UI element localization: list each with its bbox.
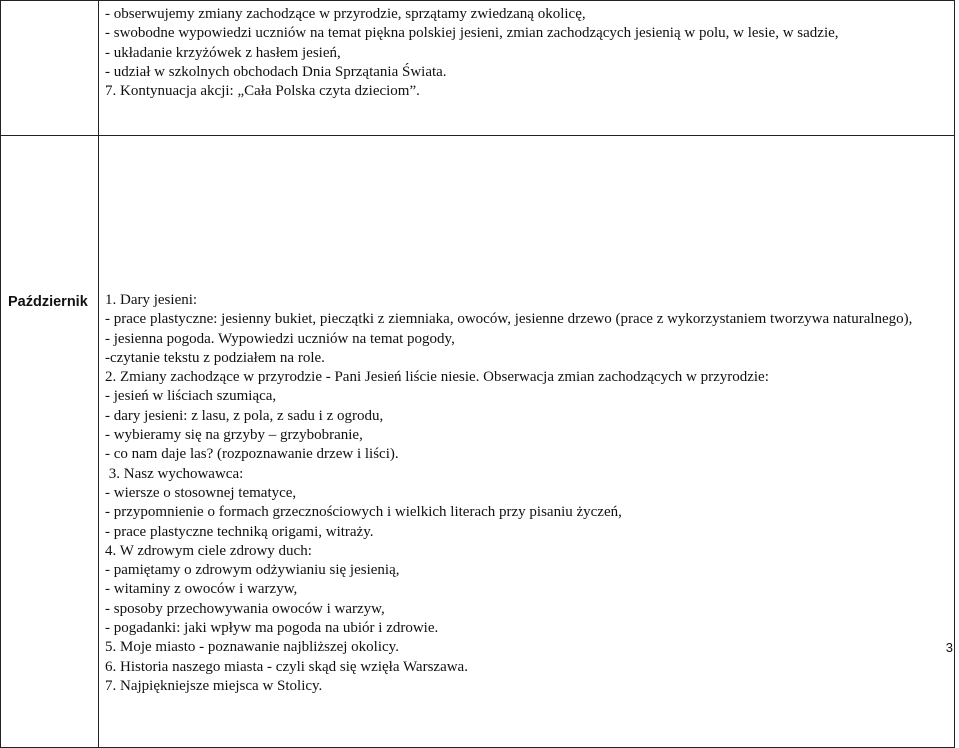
activity-line: - jesień w liściach szumiąca, (105, 388, 277, 405)
activity-line: - obserwujemy zmiany zachodzące w przyrodzie, sprzątamy zwiedzaną okolicę, (105, 6, 586, 22)
table-row (1, 136, 955, 748)
activity-line: 5. Moje miasto - poznawanie najbliższej okolicy. (105, 639, 399, 656)
activities-cell (99, 1, 955, 136)
activity-line: - układanie krzyżówek z hasłem jesień, (105, 44, 341, 61)
activity-line: - co nam daje las? (rozpoznawanie drzew i liści). (105, 446, 399, 463)
activity-line: - prace plastyczne: jesienny bukiet, pieczątki z ziemniaka, owoców, jesienne drzewo (prace z wykorzystaniem tworzywa naturalnego), (105, 311, 913, 328)
activity-line: 7. Najpiękniejsze miejsca w Stolicy. (105, 677, 323, 694)
activity-line: 1. Dary jesieni: (105, 292, 198, 308)
activity-line: - witaminy z owoców i warzyw, (105, 581, 298, 598)
month-label: Październik (8, 294, 88, 310)
activity-line: - swobodne wypowiedzi uczniów na temat piękna polskiej jesieni, zmian zachodzących jesienią w polu, w lesie, w sadzie, (105, 25, 839, 42)
activity-line: - wiersze o stosownej tematyce, (105, 484, 297, 501)
activities-cell (99, 136, 955, 748)
activity-line: 3. Nasz wychowawca: (105, 465, 244, 482)
activity-line: - wybieramy się na grzyby – grzybobranie, (105, 427, 363, 444)
activity-line: - pogadanki: jaki wpływ ma pogoda na ubiór i zdrowie. (105, 620, 439, 637)
activity-line: 6. Historia naszego miasta - czyli skąd się wzięła Warszawa. (105, 658, 468, 675)
month-cell (1, 136, 99, 748)
activity-line: - dary jesieni: z lasu, z pola, z sadu i z ogrodu, (105, 407, 384, 424)
activity-line: - prace plastyczne techniką origami, witraży. (105, 523, 374, 540)
activity-line: - przypomnienie o formach grzecznościowych i wielkich literach przy pisaniu życzeń, (105, 504, 622, 521)
activity-line: -czytanie tekstu z podziałem na role. (105, 349, 325, 366)
activity-line: - pamiętamy o zdrowym odżywianiu się jesienią, (105, 562, 400, 579)
activity-line: - sposoby przechowywania owoców i warzyw, (105, 600, 385, 617)
activity-line: - jesienna pogoda. Wypowiedzi uczniów na temat pogody, (105, 330, 455, 347)
activity-line: - udział w szkolnych obchodach Dnia Sprzątania Świata. (105, 63, 447, 80)
activity-line: 4. W zdrowym ciele zdrowy duch: (105, 542, 312, 559)
activity-line: 2. Zmiany zachodzące w przyrodzie - Pani Jesień liście niesie. Obserwacja zmian zachodzących w przyrodzie: (105, 369, 769, 386)
month-cell-empty (1, 1, 99, 136)
table-row (1, 1, 955, 136)
activity-line: 7. Kontynuacja akcji: „Cała Polska czyta dzieciom”. (105, 83, 420, 100)
page-number: 3 (945, 640, 953, 655)
